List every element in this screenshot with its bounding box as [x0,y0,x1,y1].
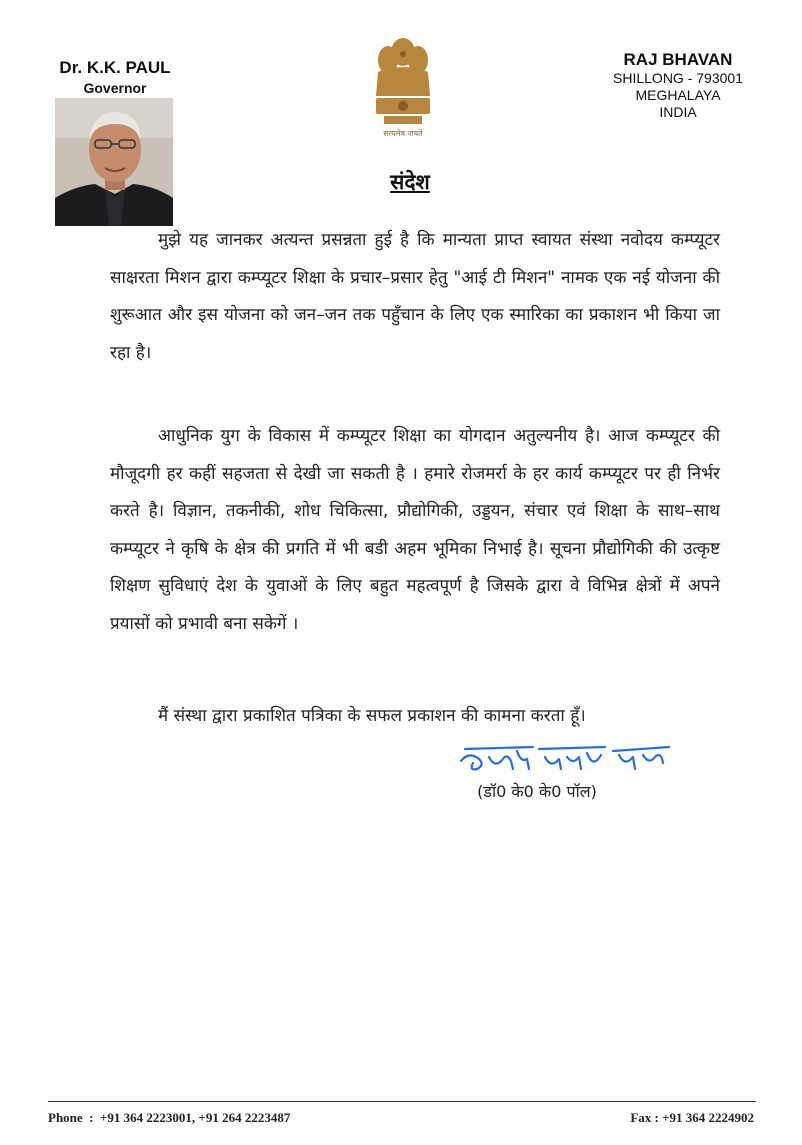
signatory-name: (डॉ0 के0 के0 पॉल) [477,782,597,801]
address-line-3: MEGHALAYA [635,87,721,103]
paragraph-1: मुझे यह जानकर अत्यन्त प्रसन्नता हुई है कि मान्यता प्राप्त स्वायत संस्था नवोदय कम्प्यूटर साक्षरता मिशन द्वारा कम्प्यूटर शिक्षा के प्रचार–प्रसार हेतु "आई टी मिशन" नामक एक नई योजना की शुरूआत और इस योजना को जन–जन तक पहुँचान के लिए एक स्मारिका का प्रकाशन भी किया जा रहा है। [110,230,720,363]
address-block [598,50,758,121]
paragraph-3: मैं संस्था द्वारा प्रकाशित पत्रिका के सफल प्रकाशन की कामना करता हूँ। [158,706,586,726]
governor-title: Governor [83,80,147,96]
address-line-4: INDIA [659,104,697,120]
address-line-1: RAJ BHAVAN [623,50,733,69]
letter-heading: संदेश [390,170,430,194]
handwritten-signature [455,735,675,783]
footer-phone: Phone : +91 364 2223001, +91 264 2223487 [48,1110,291,1125]
emblem-motto: सत्यमेव जयते [383,129,423,138]
governor-photo [55,98,173,226]
footer-divider [48,1101,756,1102]
paragraph-2: आधुनिक युग के विकास में कम्प्यूटर शिक्षा का योगदान अतुल्यनीय है। आज कम्प्यूटर की मौजूदगी हर कहीं सहजता से देखी जा सकती है । हमारे रोजमर्रा के हर कार्य कम्प्यूटर पर ही निर्भर करते है। विज्ञान, तकनीकी, शोध चिकित्सा, प्रौद्योगिकी, उड्डयन, संचार एवं शिक्षा के साथ–साथ कम्प्यूटर ने कृषि के क्षेत्र की प्रगति में भी बडी अहम भूमिका निभाई है। सूचना प्रौद्योगिकी की उत्कृष्ट शिक्षण सुविधाएं देश के युवाओं के लिए बहुत महत्वपूर्ण है जिसके द्वारा वे विभिन्न क्षेत्रों में अपने प्रयासों को प्रभावी बना सकेगें । [110,426,720,634]
address-line-2: SHILLONG - 793001 [613,70,743,86]
governor-name: Dr. K.K. PAUL [59,58,171,77]
footer-fax: Fax : +91 364 2224902 [630,1110,754,1125]
